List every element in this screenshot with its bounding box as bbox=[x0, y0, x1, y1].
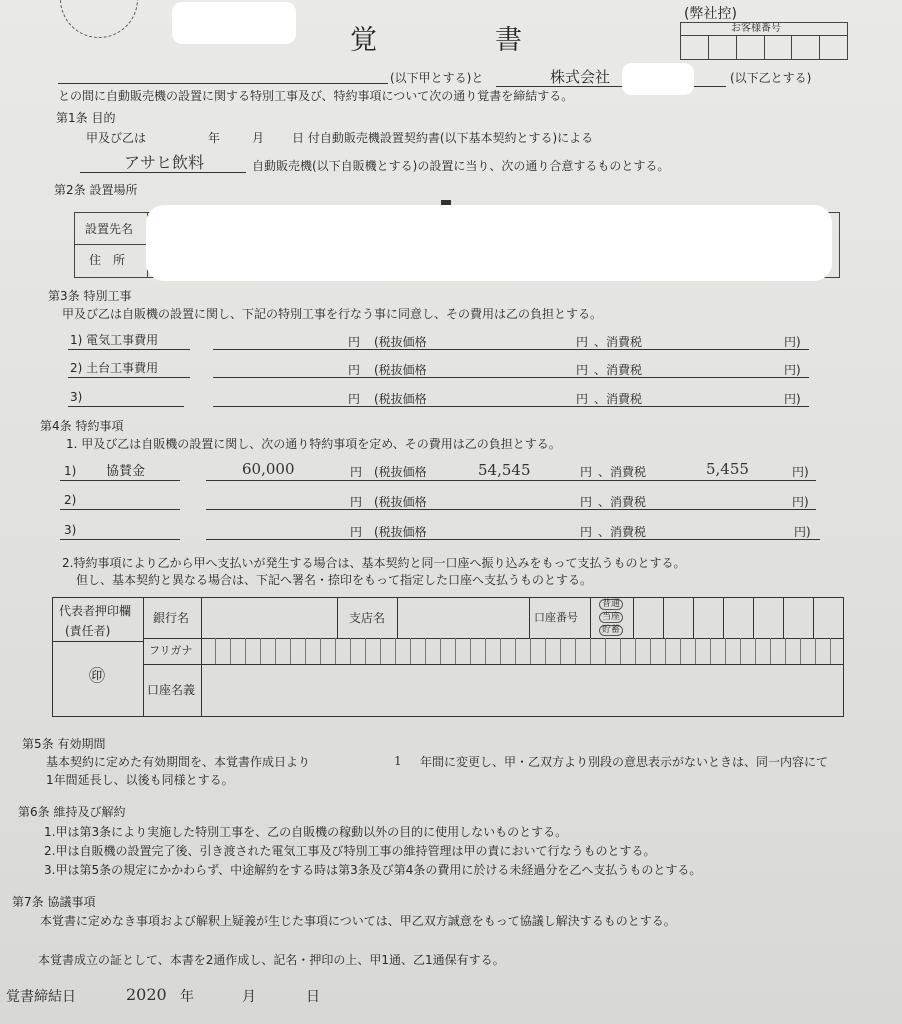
copy-label: (弊社控) bbox=[684, 6, 737, 22]
art4-heading: 第4条 特約事項 bbox=[40, 419, 124, 433]
art4-row-label: 協賛金 bbox=[106, 464, 146, 479]
party-a-suffix: (以下甲とする)と bbox=[390, 71, 484, 85]
art5-heading: 第5条 有効期間 bbox=[22, 737, 106, 751]
account-no-label: 口座番号 bbox=[534, 611, 578, 624]
tax-label: 、消費税 bbox=[598, 525, 647, 539]
customer-no-box bbox=[680, 22, 848, 60]
account-type-3: 貯蓄 bbox=[599, 625, 623, 636]
art6-item: 2.甲は自販機の設置完了後、引き渡された電気工事及び特別工事の維持管理は甲の責において行なうものとする。 bbox=[44, 844, 656, 858]
date-label: 覚書締結日 bbox=[6, 989, 76, 1005]
art3-intro: 甲及び乙は自販機の設置に関し、下記の特別工事を行なう事に同意し、その費用は乙の負担とする。 bbox=[62, 307, 603, 321]
page-title: 覚 書 bbox=[350, 25, 524, 56]
yen-label: 円 bbox=[576, 392, 589, 406]
tax-excl-label: (税抜価格 bbox=[374, 525, 427, 539]
bank-table bbox=[52, 597, 844, 717]
amount-excl-tax: 54,545 bbox=[478, 461, 531, 479]
seal-circle bbox=[60, 0, 138, 38]
art1-year: 年 bbox=[208, 131, 221, 145]
yen-label: 円 bbox=[580, 465, 593, 479]
art1-heading: 第1条 目的 bbox=[56, 111, 116, 125]
yen-close-label: 円) bbox=[792, 465, 809, 479]
art2-heading: 第2条 設置場所 bbox=[54, 183, 138, 197]
redacted-area bbox=[146, 205, 832, 281]
tax-excl-label: (税抜価格 bbox=[374, 363, 427, 377]
tax-excl-label: (税抜価格 bbox=[374, 335, 427, 349]
art1-line1a: 甲及び乙は bbox=[86, 131, 147, 145]
art7-heading: 第7条 協議事項 bbox=[12, 895, 96, 909]
art3-heading: 第3条 特別工事 bbox=[48, 289, 132, 303]
account-type-2: 当座 bbox=[599, 612, 623, 623]
address-label: 住 所 bbox=[89, 253, 126, 267]
yen-close-label: 円) bbox=[784, 392, 801, 406]
seal-mark: ㊞ bbox=[89, 666, 106, 685]
date-month: 月 bbox=[242, 989, 256, 1005]
tax-label: 、消費税 bbox=[598, 465, 647, 479]
art6-heading: 第6条 維持及び解約 bbox=[18, 805, 126, 819]
art3-row-label: 3) bbox=[70, 390, 83, 404]
bank-name-label: 銀行名 bbox=[153, 611, 190, 625]
tax-excl-label: (税抜価格 bbox=[374, 495, 427, 509]
redacted-area bbox=[622, 63, 694, 95]
holder-label: 口座名義 bbox=[147, 683, 196, 697]
yen-label: 円 bbox=[580, 495, 593, 509]
tax-label: 、消費税 bbox=[594, 392, 643, 406]
tax-excl-label: (税抜価格 bbox=[374, 392, 427, 406]
yen-label: 円 bbox=[350, 495, 363, 509]
tax-excl-label: (税抜価格 bbox=[374, 465, 427, 479]
yen-close-label: 円) bbox=[792, 495, 809, 509]
art5-years: 1 bbox=[394, 754, 402, 768]
yen-close-label: 円) bbox=[794, 525, 811, 539]
art7-line: 本覚書に定めなき事項および解釈上疑義が生じた事項については、甲乙双方誠意をもって協議し解決するものとする。 bbox=[40, 914, 676, 928]
art5-line1a: 基本契約に定めた有効期間を、本覚書作成日より bbox=[46, 755, 311, 769]
payment-line1: 2.特約事項により乙から甲へ支払いが発生する場合は、基本契約と同一口座へ振り込みをもって支払うものとする。 bbox=[62, 556, 686, 570]
art5-line2: 1年間延長し、以後も同様とする。 bbox=[46, 773, 234, 787]
art4-intro: 1. 甲及び乙は自販機の設置に関し、次の通り特約事項を定め、その費用は乙の負担とする。 bbox=[66, 437, 561, 451]
yen-close-label: 円) bbox=[784, 363, 801, 377]
yen-label: 円 bbox=[348, 335, 361, 349]
yen-label: 円 bbox=[348, 363, 361, 377]
redacted-area bbox=[172, 2, 296, 44]
yen-label: 円 bbox=[348, 392, 361, 406]
tax-amount: 5,455 bbox=[706, 460, 749, 478]
art3-row-label: 1) 電気工事費用 bbox=[70, 333, 159, 347]
art4-row-no: 3) bbox=[64, 523, 77, 537]
party-b-name: 株式会社 bbox=[550, 68, 611, 86]
place-label: 設置先名 bbox=[85, 222, 134, 236]
art4-row-no: 2) bbox=[64, 493, 77, 507]
tax-label: 、消費税 bbox=[598, 495, 647, 509]
art1-line1b: 日 付自動販売機設置契約書(以下基本契約とする)による bbox=[292, 131, 594, 145]
yen-label: 円 bbox=[576, 335, 589, 349]
tax-label: 、消費税 bbox=[594, 335, 643, 349]
art5-line1b: 年間に変更し、甲・乙双方より別段の意思表示がないときは、同一内容にて bbox=[420, 755, 829, 769]
rep-sub: (責任者) bbox=[65, 624, 111, 638]
art1-month: 月 bbox=[252, 131, 265, 145]
art1-line2: 自動販売機(以下自販機とする)の設置に当り、次の通り合意するものとする。 bbox=[252, 159, 670, 173]
yen-close-label: 円) bbox=[784, 335, 801, 349]
date-year-value: 2020 bbox=[126, 985, 167, 1004]
yen-label: 円 bbox=[576, 363, 589, 377]
furigana-grid bbox=[201, 638, 831, 664]
art3-row-label: 2) 土台工事費用 bbox=[70, 361, 159, 375]
art6-item: 3.甲は第5条の規定にかかわらず、中途解約をする時は第3条及び第4条の費用に於ける未経過分を乙へ支払うものとする。 bbox=[44, 863, 702, 877]
customer-no-label: お客様番号 bbox=[731, 23, 781, 34]
date-day: 日 bbox=[306, 989, 320, 1005]
sponsor-amount: 60,000 bbox=[242, 460, 295, 478]
date-year: 年 bbox=[180, 989, 194, 1005]
yen-label: 円 bbox=[350, 465, 363, 479]
account-type-1: 普通 bbox=[599, 599, 623, 610]
branch-label: 支店名 bbox=[349, 611, 386, 625]
yen-label: 円 bbox=[580, 525, 593, 539]
art1-vendor: アサヒ飲料 bbox=[124, 153, 205, 172]
art4-row-no: 1) bbox=[64, 464, 77, 478]
rep-label: 代表者押印欄 bbox=[59, 604, 132, 618]
intro-line2: との間に自動販売機の設置に関する特別工事及び、特約事項について次の通り覚書を締結する。 bbox=[58, 89, 574, 103]
closing-line: 本覚書成立の証として、本書を2通作成し、記名・押印の上、甲1通、乙1通保有する。 bbox=[38, 953, 505, 967]
tax-label: 、消費税 bbox=[594, 363, 643, 377]
party-b-suffix: (以下乙とする) bbox=[730, 71, 812, 85]
art6-item: 1.甲は第3条により実施した特別工事を、乙の自販機の稼動以外の目的に使用しないものとする。 bbox=[44, 825, 568, 839]
yen-label: 円 bbox=[350, 525, 363, 539]
payment-line2: 但し、基本契約と異なる場合は、下記へ署名・捺印をもって指定した口座へ支払うものとする。 bbox=[76, 573, 593, 587]
furigana-label: フリガナ bbox=[149, 644, 193, 657]
